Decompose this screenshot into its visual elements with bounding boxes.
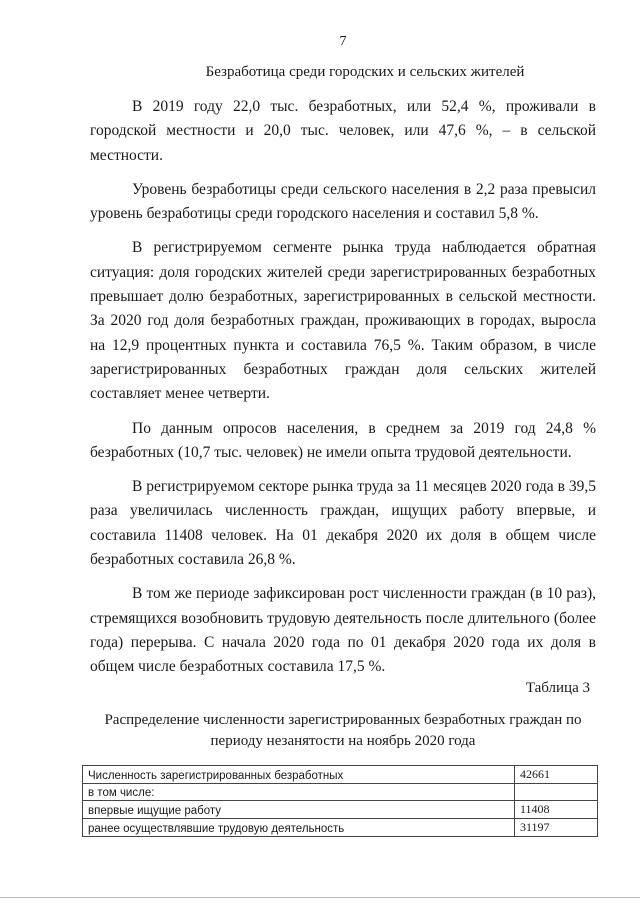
page-edge-divider [0, 897, 640, 898]
paragraph: По данным опросов населения, в среднем за 2019 год 24,8 % безработных (10,7 тыс. человек) не имели опыта трудовой деятельности. [90, 419, 596, 461]
body-text [90, 95, 596, 690]
table-cell-name: ранее осуществлявшие трудовую деятельность [83, 819, 515, 837]
table-row [83, 766, 598, 784]
paragraph: В 2019 году 22,0 тыс. безработных, или 52,4 %, проживали в городской местности и 20,0 тыс. человек, или 47,6 %, – в сельской местности. [90, 98, 596, 164]
table-cell-value [515, 784, 598, 801]
section-title: Безработица среди городских и сельских жителей [205, 64, 525, 80]
table-label: Таблица 3 [525, 680, 590, 696]
table-row [83, 784, 598, 801]
table-cell-value: 11408 [515, 801, 598, 819]
paragraph: В том же периоде зафиксирован рост численности граждан (в 10 раз), стремящихся возобновить трудовую деятельность после длительного (более года) перерыва. С начала 2020 года по 01 декабря 2020 года их доля в общем числе безработных составила 17,5 %. [90, 585, 596, 676]
table-row [83, 801, 598, 819]
paragraph: Уровень безработицы среди сельского населения в 2,2 раза превысил уровень безработицы среди городского населения и составил 5,8 %. [90, 180, 596, 223]
paragraph: В регистрируемом сегменте рынка труда наблюдается обратная ситуация: доля городских жителей среди зарегистрированных безработных превышает долю безработных, зарегистрированных в сельской местности. За 2020 год доля безработных граждан, проживающих в городах, выросла на 12,9 процентных пункта и составила 76,5 %. Таким образом, в числе зарегистрированных безработных граждан доля сельских жителей составляет менее четверти. [90, 239, 596, 403]
table-cell-name: впервые ищущие работу [83, 801, 515, 819]
table-cell-value: 31197 [515, 819, 598, 837]
data-table [82, 765, 598, 837]
page-number: 7 [339, 34, 347, 49]
table-caption: Распределение численности зарегистрированных безработных граждан по периоду незанятости на ноябрь 2020 года [104, 712, 582, 749]
table-cell-name: в том числе: [83, 784, 515, 801]
paragraph: В регистрируемом секторе рынка труда за 11 месяцев 2020 года в 39,5 раза увеличилась численность граждан, ищущих работу впервые, и составила 11408 человек. На 01 декабря 2020 их доля в общем числе безработных составила 26,8 %. [90, 478, 596, 569]
table-row [83, 819, 598, 837]
table-cell-name: Численность зарегистрированных безработных [83, 766, 515, 784]
table-cell-value: 42661 [515, 766, 598, 784]
